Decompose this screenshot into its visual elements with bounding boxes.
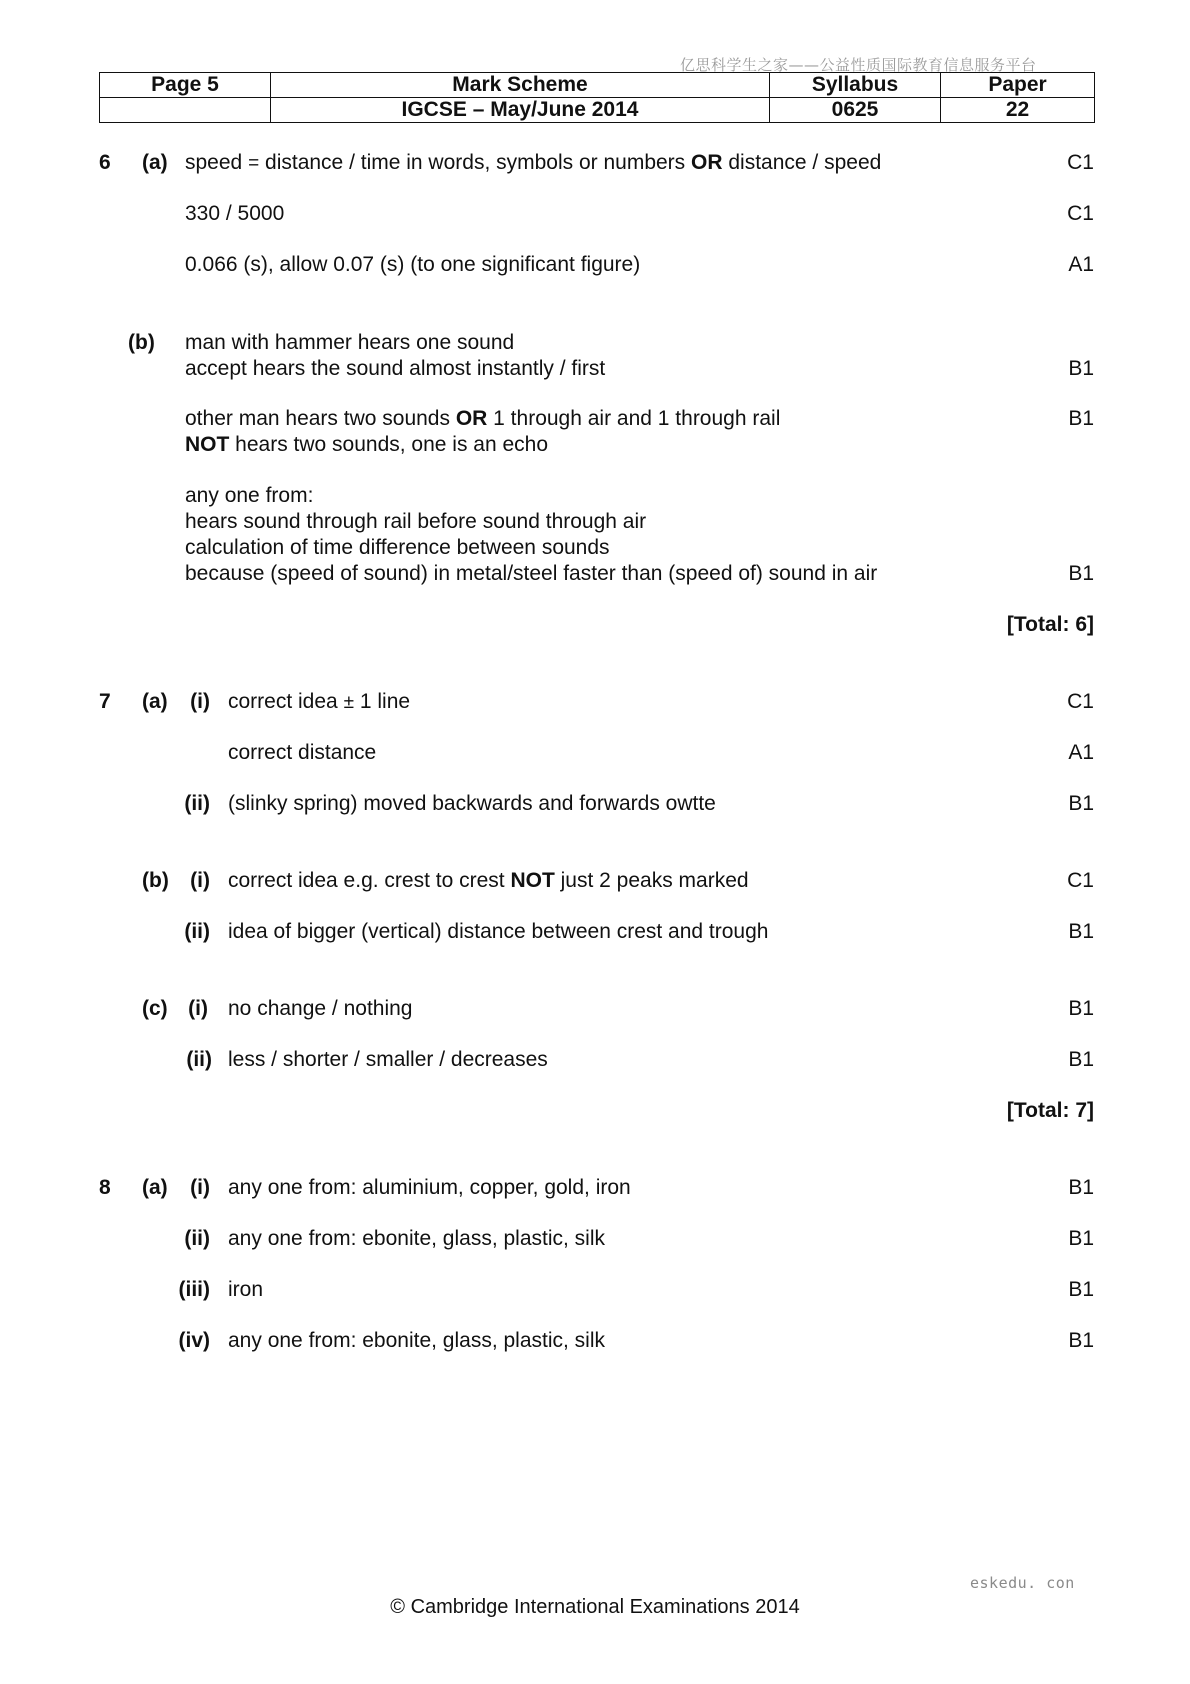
q6b2-or: OR: [455, 407, 488, 430]
q7cii-mark: B1: [1068, 1048, 1094, 1071]
header-exam: IGCSE – May/June 2014: [271, 98, 770, 123]
q6b2-alt: 1 through air and 1 through rail: [493, 407, 781, 430]
q6b1-line-2: accept hears the sound almost instantly / first: [185, 357, 606, 380]
q6a1-speed: speed: [185, 151, 243, 174]
q6a-answer-1: [185, 150, 881, 177]
q6a1-or: OR: [691, 151, 723, 174]
q6a1-alt: distance / speed: [728, 151, 882, 174]
q8aiv-mark: B1: [1068, 1329, 1094, 1352]
q6-total: [Total: 6]: [1006, 613, 1094, 636]
q7-part-c-label: (c): [142, 997, 168, 1020]
q8a-iv-label: (iv): [178, 1329, 210, 1352]
q7b-i-label: (i): [190, 869, 210, 892]
q7ai1-text: correct idea: [228, 690, 338, 713]
q7b-ii-label: (ii): [184, 920, 210, 943]
footer-copyright: © Cambridge International Examinations 2014: [390, 1596, 800, 1618]
q6-part-a-label: (a): [142, 151, 168, 174]
q6b1-mark: B1: [1068, 357, 1094, 380]
q6a-answer-2: 330 / 5000: [185, 202, 285, 225]
q7ci-mark: B1: [1068, 997, 1094, 1020]
q8a-ii-label: (ii): [184, 1227, 210, 1250]
q7cii-answer: less / shorter / smaller / decreases: [228, 1048, 548, 1071]
q8aiii-answer: iron: [228, 1278, 264, 1301]
q8-part-a-label: (a): [142, 1176, 168, 1199]
plus-minus-symbol: ±: [343, 692, 354, 713]
q7bi-not: NOT: [510, 869, 555, 892]
q7ai1-line: 1 line: [359, 690, 411, 713]
header-table: [99, 72, 1095, 123]
q7ai1-mark: C1: [1067, 690, 1094, 713]
q7bi-text: correct idea e.g. crest to crest: [228, 869, 505, 892]
header-syllabus-label: Syllabus: [770, 73, 941, 98]
question-number-7: 7: [99, 690, 111, 713]
q6b3-line-3: calculation of time difference between sounds: [185, 536, 610, 559]
q8aiii-mark: B1: [1068, 1278, 1094, 1301]
q6b2-text: other man hears two sounds: [185, 407, 450, 430]
q8aiv-answer: any one from: ebonite, glass, plastic, silk: [228, 1329, 606, 1352]
q7aii-mark: B1: [1068, 792, 1094, 815]
q6a1-mark: C1: [1067, 151, 1094, 174]
q6b3-line-1: any one from:: [185, 484, 314, 507]
q7bi-mark: C1: [1067, 869, 1094, 892]
header-title: Mark Scheme: [271, 73, 770, 98]
q8ai-answer: any one from: aluminium, copper, gold, iron: [228, 1176, 631, 1199]
question-number-6: 6: [99, 151, 111, 174]
q6a1-text: distance / time in words, symbols or numbers: [265, 151, 686, 174]
q7-part-a-label: (a): [142, 690, 168, 713]
q7-total: [Total: 7]: [1006, 1099, 1094, 1122]
q7bii-answer: idea of bigger (vertical) distance between crest and trough: [228, 920, 769, 943]
watermark-bottom: eskedu. con: [970, 1574, 1075, 1592]
q6b2-not-text: hears two sounds, one is an echo: [235, 433, 549, 456]
q6b3-line-4: because (speed of sound) in metal/steel faster than (speed of) sound in air: [185, 562, 878, 585]
q7c-ii-label: (ii): [186, 1048, 212, 1071]
q6b2-line-1: [185, 406, 780, 432]
q7bi-answer: [228, 868, 749, 894]
q6a3-mark: A1: [1068, 253, 1094, 276]
header-syllabus: 0625: [770, 98, 941, 123]
header-paper-label: Paper: [941, 73, 1095, 98]
q7-part-b-label: (b): [142, 869, 169, 892]
q6b1-line-1: man with hammer hears one sound: [185, 331, 515, 354]
q6-part-b-label: (b): [128, 331, 155, 354]
header-empty-cell: [100, 98, 271, 123]
q6b3-line-2: hears sound through rail before sound through air: [185, 510, 647, 533]
watermark-top: 亿思科学生之家——公益性质国际教育信息服务平台: [680, 56, 1037, 74]
q8ai-mark: B1: [1068, 1176, 1094, 1199]
header-paper: 22: [941, 98, 1095, 123]
q8a-iii-label: (iii): [178, 1278, 210, 1301]
q6b2-not: NOT: [185, 433, 230, 456]
q7ci-answer: no change / nothing: [228, 997, 413, 1020]
q8aii-answer: any one from: ebonite, glass, plastic, silk: [228, 1227, 606, 1250]
q7ai2-mark: A1: [1068, 741, 1094, 764]
header-row-2: [100, 98, 1095, 123]
header-row-1: [100, 73, 1095, 98]
q7a-i-label: (i): [190, 690, 210, 713]
q6a2-mark: C1: [1067, 202, 1094, 225]
q6b2-mark: B1: [1068, 407, 1094, 430]
q6a-answer-3: 0.066 (s), allow 0.07 (s) (to one significant figure): [185, 253, 641, 276]
header-page: Page 5: [100, 73, 271, 98]
q7ai-answer-2: correct distance: [228, 741, 377, 764]
q7a-ii-label: (ii): [184, 792, 210, 815]
q6b3-mark: B1: [1068, 562, 1094, 585]
q6b2-line-2: [185, 432, 548, 458]
q7ai-answer-1: [228, 689, 410, 716]
q7aii-answer: (slinky spring) moved backwards and forwards owtte: [228, 792, 716, 815]
q7bi-not-text: just 2 peaks marked: [560, 869, 749, 892]
q7c-i-label: (i): [188, 997, 208, 1020]
q7bii-mark: B1: [1068, 920, 1094, 943]
question-number-8: 8: [99, 1176, 111, 1199]
q8aii-mark: B1: [1068, 1227, 1094, 1250]
q8a-i-label: (i): [190, 1176, 210, 1199]
equals-symbol: =: [248, 153, 260, 174]
